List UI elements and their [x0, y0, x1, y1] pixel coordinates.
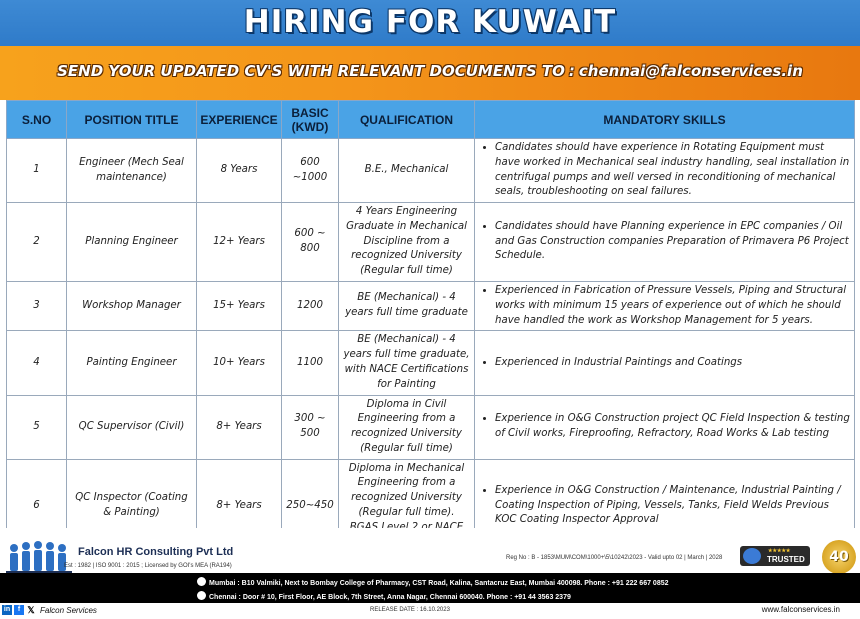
cell-basic: 1100: [282, 331, 339, 395]
skill-item: • Candidates should have experience in Rotating Equipment must have worked in Mechanical seal industry handling, seal installation in centrifugal pumps and well versed in reconditioning of mechanical seals, troubleshooting on seal failures.: [495, 141, 850, 200]
company-established: Est : 1982 | ISO 9001 : 2015 ; Licensed by GOI's MEA (RA194): [64, 563, 232, 569]
cell-experience: 8+ Years: [197, 459, 282, 553]
table-header-row: [7, 101, 855, 139]
table-row: [7, 395, 855, 459]
x-twitter-icon[interactable]: 𝕏: [27, 605, 35, 615]
cell-position: QC Supervisor (Civil): [67, 395, 197, 459]
cell-sno: 4: [7, 331, 67, 395]
location-pin-icon: [197, 591, 206, 600]
facebook-icon[interactable]: f: [14, 605, 24, 615]
header-qualification: QUALIFICATION: [339, 101, 475, 139]
cell-qualification: B.E., Mechanical: [339, 139, 475, 203]
rating-stars: ★★★★★: [768, 548, 791, 554]
cell-basic: 600 ~1000: [282, 139, 339, 203]
cell-sno: 1: [7, 139, 67, 203]
cell-basic: 250~450: [282, 459, 339, 553]
skill-item: • Candidates should have Planning experience in EPC companies / Oil and Gas Construction companies Preparation of Primavera P6 Project Schedule.: [495, 220, 850, 264]
cell-basic: 600 ~ 800: [282, 203, 339, 282]
cv-separator: :: [568, 62, 575, 80]
cell-skills: [475, 282, 855, 331]
cell-skills: [475, 331, 855, 395]
header-skills: MANDATORY SKILLS: [475, 101, 855, 139]
cell-skills: [475, 395, 855, 459]
cell-sno: 5: [7, 395, 67, 459]
skill-item: • Experienced in Industrial Paintings and Coatings: [495, 356, 850, 371]
header-experience: EXPERIENCE: [197, 101, 282, 139]
cell-experience: 8+ Years: [197, 395, 282, 459]
cell-position: QC Inspector (Coating & Painting): [67, 459, 197, 553]
trusted-label: TRUSTED: [767, 555, 805, 564]
cell-sno: 6: [7, 459, 67, 553]
release-date: RELEASE DATE : 16.10.2023: [370, 607, 450, 613]
company-logo-icon: [6, 540, 72, 574]
cell-position: Planning Engineer: [67, 203, 197, 282]
cell-qualification: BE (Mechanical) - 4 years full time graduate: [339, 282, 475, 331]
mumbai-address: [197, 577, 669, 587]
email-link[interactable]: chennai@falconservices.in: [578, 62, 803, 80]
cell-experience: 10+ Years: [197, 331, 282, 395]
company-name: Falcon HR Consulting Pvt Ltd: [78, 546, 234, 558]
header-sno: S.NO: [7, 101, 67, 139]
thumbs-up-icon: [743, 548, 761, 564]
cell-position: Painting Engineer: [67, 331, 197, 395]
table-row: [7, 203, 855, 282]
cell-sno: 3: [7, 282, 67, 331]
skill-item: • Experienced in Fabrication of Pressure Vessels, Piping and Structural works with minimum 15 years of experience out of which he should have handled the work as Workshop Management for 5 years.: [495, 284, 850, 328]
location-pin-icon: [197, 577, 206, 586]
skill-item: • Experience in O&G Construction project QC Field Inspection & testing of Civil works, Fireproofing, Refractory, Road Works & Lab testing: [495, 412, 850, 442]
cell-basic: 1200: [282, 282, 339, 331]
cell-basic: 300 ~ 500: [282, 395, 339, 459]
header-basic: [282, 101, 339, 139]
header-basic-line1: BASIC: [291, 105, 329, 120]
chennai-address-text: Chennai : Door # 10, First Floor, AE Block, 7th Street, Anna Nagar, Chennai 600040. Phone : +91 44 3563 2379: [209, 594, 571, 601]
website-link[interactable]: www.falconservices.in: [761, 605, 840, 614]
header-basic-line2: (KWD): [291, 119, 329, 134]
cell-qualification: Diploma in Civil Engineering from a recognized University (Regular full time): [339, 395, 475, 459]
table-row: [7, 282, 855, 331]
cell-position: Workshop Manager: [67, 282, 197, 331]
anniversary-badge: 40: [822, 540, 856, 574]
linkedin-icon[interactable]: in: [3, 606, 11, 613]
chennai-address: [197, 591, 571, 601]
registration-number: Reg No : B - 1853\MUM\COM\1000+\5\10242\2023 - Valid upto 02 | March | 2028: [506, 555, 723, 561]
trusted-badge: [740, 546, 810, 566]
page-title: HIRING FOR KUWAIT: [243, 4, 617, 40]
social-handle: Falcon Services: [40, 605, 97, 615]
cv-instruction: [0, 62, 860, 80]
cell-sno: 2: [7, 203, 67, 282]
cell-qualification: Diploma in Mechanical Engineering from a recognized University (Regular full time).: [339, 459, 475, 553]
mumbai-address-text: Mumbai : B10 Valmiki, Next to Bombay College of Pharmacy, CST Road, Kalina, Santacruz East, Mumbai 400098. Phone : +91 222 667 0852: [209, 580, 669, 587]
social-links: [2, 604, 97, 616]
cv-text: SEND YOUR UPDATED CV'S WITH RELEVANT DOCUMENTS TO: [57, 62, 565, 80]
jobs-table: [6, 100, 855, 553]
table-row: [7, 139, 855, 203]
cell-position: Engineer (Mech Seal maintenance): [67, 139, 197, 203]
jobs-table-wrapper: [6, 100, 854, 528]
table-row: [7, 331, 855, 395]
cell-qualification: 4 Years Engineering Graduate in Mechanical Discipline from a recognized University (Regular full time): [339, 203, 475, 282]
cell-skills: [475, 203, 855, 282]
header-position: POSITION TITLE: [67, 101, 197, 139]
cell-qualification: BE (Mechanical) - 4 years full time graduate, with NACE Certifications for Painting: [339, 331, 475, 395]
skill-item: • Experience in O&G Construction / Maintenance, Industrial Painting / Coating Inspection of Piping, Vessels, Tanks, Field Welds Previous KOC Coating Inspector Approval: [495, 484, 850, 528]
cell-skills: [475, 139, 855, 203]
cell-experience: 12+ Years: [197, 203, 282, 282]
cell-experience: 15+ Years: [197, 282, 282, 331]
cell-experience: 8 Years: [197, 139, 282, 203]
